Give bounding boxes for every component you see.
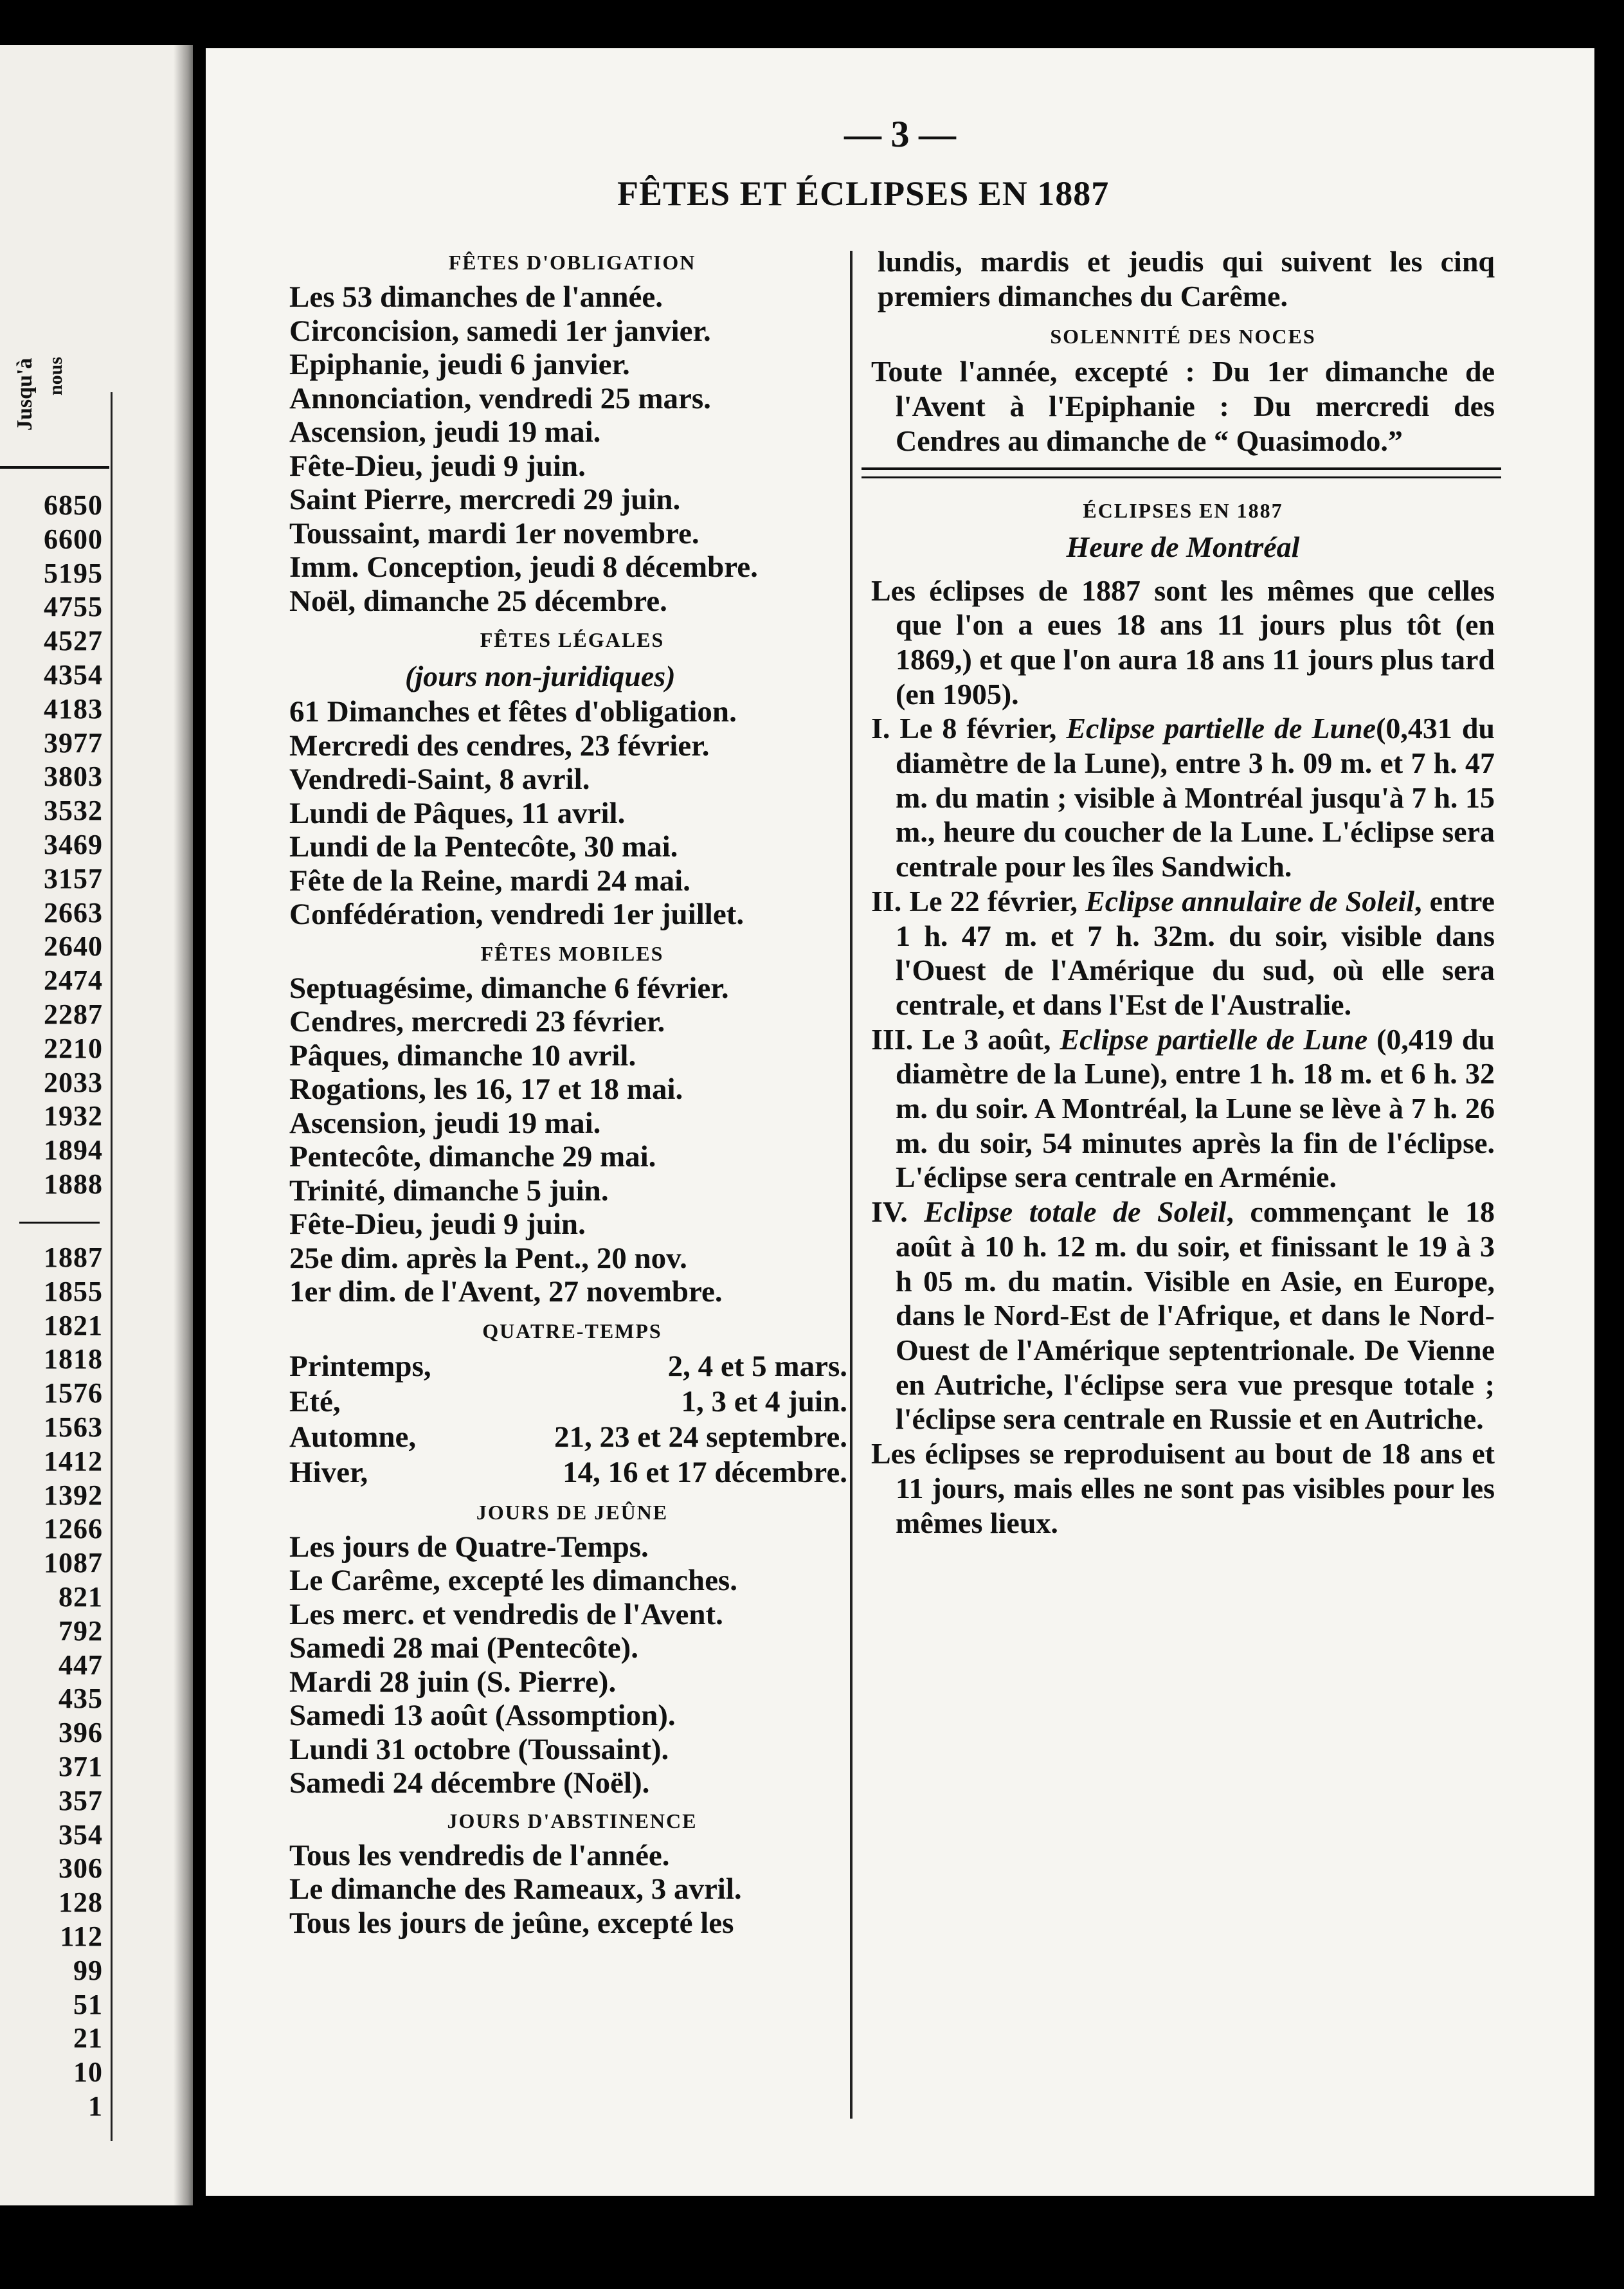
continuation-text: lundis, mardis et jeudis qui suivent les cinq premiers dimanches du Carême. xyxy=(878,245,1495,312)
eclipse-title: Eclipse partielle de Lune xyxy=(1066,712,1376,745)
legales-list xyxy=(289,695,855,932)
year-number: 3532 xyxy=(44,795,103,827)
list-item: Lundi de la Pentecôte, 30 mai. xyxy=(289,830,678,864)
season-cell: Eté, xyxy=(289,1384,341,1418)
year-number: 3977 xyxy=(44,727,103,759)
year-number: 792 xyxy=(59,1615,103,1647)
year-number: 435 xyxy=(59,1683,103,1715)
eclipse-date: Le 3 août, xyxy=(922,1022,1060,1056)
eclipse-text: (0,431 du diamètre de la Lune), entre 3 h. 09 m. et 7 h. 47 m. du matin ; visible à Montréal jusqu'à 7 h. 15 m., heure du coucher de la Lune. L'éclipse sera centrale pour les îles Sandwich. xyxy=(896,712,1495,883)
year-number: 1412 xyxy=(44,1445,103,1477)
year-number: 4183 xyxy=(44,692,103,725)
eclipses-intro: Les éclipses de 1887 sont les mêmes que celles que l'on a eues 18 ans 11 jours plus tôt (en 1869,) et que l'on aura 18 ans 11 jours plus tard (en 1905). xyxy=(871,574,1495,710)
list-item: Septuagésime, dimanche 6 février. xyxy=(289,971,729,1005)
list-item: Confédération, vendredi 1er juillet. xyxy=(289,898,744,931)
page-number: — 3 — xyxy=(844,113,956,155)
list-item: Les jours de Quatre-Temps. xyxy=(289,1530,649,1564)
eclipse-number: I. xyxy=(871,712,900,745)
section-legales xyxy=(289,622,855,932)
year-number: 1855 xyxy=(44,1275,103,1307)
season-cell: Printemps, xyxy=(289,1349,431,1383)
year-number: 3157 xyxy=(44,862,103,894)
list-item: Trinité, dimanche 5 juin. xyxy=(289,1173,609,1208)
eclipse-date: Le 22 février, xyxy=(909,884,1086,918)
year-number: 6850 xyxy=(44,489,103,521)
obligation-list xyxy=(289,280,855,618)
eclipse-number: II. xyxy=(871,884,910,918)
dates-cell: 14, 16 et 17 décembre. xyxy=(563,1455,847,1489)
year-number: 2033 xyxy=(44,1066,103,1098)
left-column xyxy=(289,244,855,1940)
year-number: 1266 xyxy=(44,1513,103,1545)
year-number: 447 xyxy=(59,1649,103,1681)
eclipse-text: , commençant le 18 août à 10 h. 12 m. du soir, et finissant le 19 à 3 h 05 m. du matin. Visible en Asie, en Europe, dans le Nord-Est de l'Afrique, et dans le Nord-Ouest de l'Amérique septentrionale. De Vienne en Autriche, l'éclipse sera vue presque totale ; l'éclipse sera centrale en Russie et en Autriche. xyxy=(896,1195,1495,1436)
list-item: 25e dim. après la Pent., 20 nov. xyxy=(289,1241,687,1275)
year-number: 128 xyxy=(59,1886,103,1919)
eclipse-item xyxy=(871,884,1495,1022)
eclipse-title: Eclipse annulaire de Soleil xyxy=(1085,884,1414,918)
section-heading: QUATRE-TEMPS xyxy=(482,1319,662,1343)
eclipse-number: III. xyxy=(871,1022,923,1056)
year-number: 821 xyxy=(59,1581,103,1613)
facing-page-separator xyxy=(19,1222,100,1224)
year-number: 99 xyxy=(73,1954,103,1986)
section-heading: ÉCLIPSES EN 1887 xyxy=(1083,498,1283,522)
eclipse-item xyxy=(871,1022,1495,1195)
year-number: 1 xyxy=(88,2090,103,2122)
list-item: Fête-Dieu, jeudi 9 juin. xyxy=(289,449,586,483)
header-nous: nous xyxy=(45,356,66,395)
dates-cell: 21, 23 et 24 septembre. xyxy=(554,1420,847,1454)
list-item: 1er dim. de l'Avent, 27 novembre. xyxy=(289,1275,723,1308)
year-number: 4527 xyxy=(44,625,103,657)
dates-cell: 1, 3 et 4 juin. xyxy=(681,1384,847,1418)
list-item: Le Carême, excepté les dimanches. xyxy=(289,1564,737,1597)
year-number: 10 xyxy=(73,2056,103,2088)
eclipse-list xyxy=(871,711,1495,1436)
list-item: Fête-Dieu, jeudi 9 juin. xyxy=(289,1208,586,1241)
list-item: Tous les jours de jeûne, excepté les xyxy=(289,1906,734,1940)
year-number: 1818 xyxy=(44,1343,103,1375)
year-number: 21 xyxy=(73,2022,103,2054)
list-item: Samedi 28 mai (Pentecôte). xyxy=(289,1631,638,1665)
year-number: 2474 xyxy=(44,964,103,997)
year-number: 1894 xyxy=(44,1134,103,1166)
list-item: 61 Dimanches et fêtes d'obligation. xyxy=(289,695,737,728)
year-number: 2210 xyxy=(44,1032,103,1064)
section-obligation xyxy=(289,244,855,618)
list-item: Cendres, mercredi 23 février. xyxy=(289,1005,665,1038)
table-row xyxy=(289,1349,855,1384)
year-number: 51 xyxy=(73,1988,103,2020)
section-eclipses xyxy=(871,493,1495,1541)
list-item: Epiphanie, jeudi 6 janvier. xyxy=(289,348,630,381)
list-item: Fête de la Reine, mardi 24 mai. xyxy=(289,864,690,898)
eclipse-number: IV. xyxy=(871,1195,925,1229)
year-number: 1887 xyxy=(44,1242,103,1273)
year-number: 112 xyxy=(60,1921,103,1952)
facing-page-rule xyxy=(0,466,109,469)
list-item: Circoncision, samedi 1er janvier. xyxy=(289,314,711,348)
section-heading: JOURS DE JEÛNE xyxy=(476,1500,669,1524)
eclipse-title: Eclipse partielle de Lune xyxy=(1060,1022,1368,1056)
year-number: 4354 xyxy=(44,659,103,691)
section-abstinence xyxy=(289,1803,855,1941)
eclipse-item xyxy=(871,1195,1495,1436)
list-item: Les 53 dimanches de l'année. xyxy=(289,280,663,314)
year-number: 2663 xyxy=(44,896,103,928)
year-number: 3469 xyxy=(44,829,103,860)
year-number: 1932 xyxy=(44,1100,103,1132)
section-heading: FÊTES LÉGALES xyxy=(480,628,665,651)
noces-text: Toute l'année, excepté : Du 1er dimanche de l'Avent à l'Epiphanie : Du mercredi des Cendres au dimanche de “ Quasimodo.” xyxy=(871,355,1495,457)
dates-cell: 2, 4 et 5 mars. xyxy=(667,1349,847,1383)
section-quatre-temps xyxy=(289,1313,855,1490)
year-number: 1576 xyxy=(44,1377,103,1409)
list-item: Rogations, les 16, 17 et 18 mai. xyxy=(289,1072,683,1106)
facing-page-column-rule xyxy=(111,392,113,2141)
list-item: Le dimanche des Rameaux, 3 avril. xyxy=(289,1872,742,1906)
quatre-temps-table xyxy=(289,1349,855,1490)
list-item: Ascension, jeudi 19 mai. xyxy=(289,1106,601,1140)
list-item: Pâques, dimanche 10 avril. xyxy=(289,1038,636,1072)
season-cell: Hiver, xyxy=(289,1455,368,1489)
section-heading: SOLENNITÉ DES NOCES xyxy=(1050,325,1316,348)
header-jusqua: Jusqu'à xyxy=(13,357,37,431)
year-number: 306 xyxy=(59,1852,103,1885)
list-item: Tous les vendredis de l'année. xyxy=(289,1838,670,1872)
list-item: Annonciation, vendredi 25 mars. xyxy=(289,381,711,415)
jeune-list xyxy=(289,1530,855,1800)
section-heading: FÊTES D'OBLIGATION xyxy=(448,251,696,274)
list-item: Mardi 28 juin (S. Pierre). xyxy=(289,1665,617,1699)
season-cell: Automne, xyxy=(289,1420,417,1454)
list-item: Noël, dimanche 25 décembre. xyxy=(289,584,667,618)
section-noces xyxy=(871,318,1495,458)
list-item: Imm. Conception, jeudi 8 décembre. xyxy=(289,550,758,584)
page-title: FÊTES ET ÉCLIPSES EN 1887 xyxy=(617,174,1110,213)
table-row xyxy=(289,1455,855,1490)
section-heading: JOURS D'ABSTINENCE xyxy=(447,1809,698,1832)
year-number: 354 xyxy=(59,1818,103,1850)
list-item: Samedi 13 août (Assomption). xyxy=(289,1699,676,1732)
section-mobiles xyxy=(289,936,855,1309)
year-number: 1888 xyxy=(44,1168,103,1200)
year-number: 2287 xyxy=(44,999,103,1030)
year-number: 371 xyxy=(59,1751,103,1782)
section-subheading: (jours non-juridiques) xyxy=(405,660,676,692)
list-item: Les merc. et vendredis de l'Avent. xyxy=(289,1597,723,1631)
year-number: 396 xyxy=(59,1717,103,1749)
section-heading: FÊTES MOBILES xyxy=(480,941,664,965)
mobiles-list xyxy=(289,972,855,1309)
list-item: Lundi de Pâques, 11 avril. xyxy=(289,796,626,830)
year-number: 357 xyxy=(59,1784,103,1816)
section-jeune xyxy=(289,1494,855,1800)
list-item: Saint Pierre, mercredi 29 juin. xyxy=(289,483,681,516)
section-rule xyxy=(862,467,1501,478)
eclipse-text: , entre 1 h. 47 m. et 7 h. 32m. du soir, visible dans l'Ouest de l'Amérique du sud, où elle sera centrale, et dans l'Est de l'Australie. xyxy=(896,884,1495,1021)
list-item: Toussaint, mardi 1er novembre. xyxy=(289,516,699,550)
list-item: Vendredi-Saint, 8 avril. xyxy=(289,763,590,796)
section-subheading: Heure de Montréal xyxy=(1066,530,1300,563)
year-number: 6600 xyxy=(44,523,103,555)
year-number: 1392 xyxy=(44,1479,103,1511)
page xyxy=(206,48,1594,2196)
year-number: 2640 xyxy=(44,930,103,963)
facing-page xyxy=(0,45,193,2205)
eclipse-date: Le 8 février, xyxy=(899,712,1067,745)
facing-page-header xyxy=(8,283,104,437)
book-gutter xyxy=(174,45,193,2205)
right-column xyxy=(871,244,1495,1540)
eclipse-item xyxy=(871,711,1495,884)
list-item: Pentecôte, dimanche 29 mai. xyxy=(289,1140,656,1173)
year-number: 5195 xyxy=(44,557,103,589)
list-item: Ascension, jeudi 19 mai. xyxy=(289,415,601,449)
year-number: 1563 xyxy=(44,1411,103,1443)
year-number: 1087 xyxy=(44,1547,103,1579)
year-number: 1821 xyxy=(44,1309,103,1341)
list-item: Samedi 24 décembre (Noël). xyxy=(289,1766,650,1800)
list-item: Mercredi des cendres, 23 février. xyxy=(289,728,710,763)
eclipse-title: Eclipse totale de Soleil xyxy=(924,1195,1227,1229)
abstinence-list xyxy=(289,1839,855,1941)
year-number: 4755 xyxy=(44,591,103,623)
table-row xyxy=(289,1384,855,1420)
table-row xyxy=(289,1420,855,1455)
eclipse-text: (0,419 du diamètre de la Lune), entre 1 h. 18 m. et 6 h. 32 m. du soir. A Montréal, la Lune se lève à 7 h. 26 m. du soir, 54 minutes après la fin de l'éclipse. L'éclipse sera centrale en Arménie. xyxy=(896,1022,1495,1194)
eclipses-closing: Les éclipses se reproduisent au bout de 18 ans et 11 jours, mais elles ne sont pas visibles pour les mêmes lieux. xyxy=(871,1437,1495,1539)
year-number: 3803 xyxy=(44,761,103,793)
list-item: Lundi 31 octobre (Toussaint). xyxy=(289,1732,669,1766)
